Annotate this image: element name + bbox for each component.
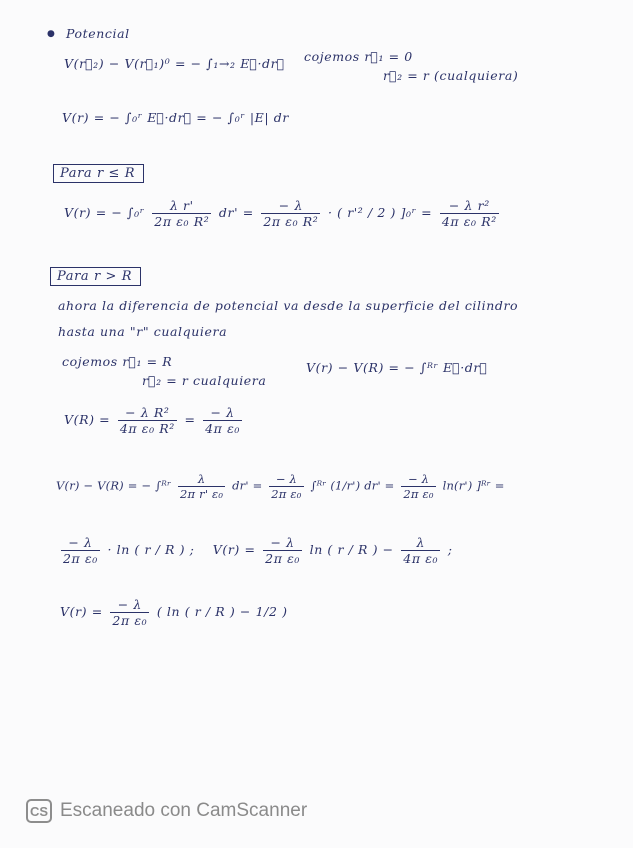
fraction: $\frac{- \lambda}{\text{2π ε₀}}$: [271, 472, 302, 501]
eq-outside-integral: V(r) − V(R) = − ∫ᴿʳ $\frac{\lambda}{\text{2π r' ε₀}}$ dr' = $\frac{- \lambda}{\text{2π ε₀}}$ ∫ᴿʳ (1/r') dr' = $\frac{- \lambda}{\text{2π ε₀}}$ ln(r') ]ᴿʳ =: [56, 472, 505, 501]
text-paragraph-line2: hasta una "r" cualquiera: [58, 324, 228, 339]
eq-potential-integral: V(r) = − ∫₀ʳ E⃗·dr⃗ = − ∫₀ʳ |E| dr: [62, 110, 289, 125]
case-box-outside: Para r > R: [50, 267, 141, 286]
camscanner-watermark: [26, 798, 307, 824]
watermark-text: Escaneado con CamScanner: [60, 800, 308, 821]
fraction: $\frac{- \lambda}{\text{2π ε₀}}$: [403, 472, 434, 501]
case-box-inside: Para r ≤ R: [53, 164, 144, 183]
fraction: $\frac{- \lambda}{\text{4π ε₀}}$: [205, 405, 240, 436]
text-paragraph-line1: ahora la diferencia de potencial va desde la superficie del cilindro: [58, 298, 519, 313]
fraction: $\frac{\text{− λ R²}}{\text{4π ε₀ R²}}$: [119, 405, 175, 436]
eq-choose-r1: cojemos r⃗₁ = 0: [304, 49, 413, 64]
fraction: $\frac{\text{λ r'}}{\text{2π ε₀ R²}}$: [154, 198, 210, 229]
eq-choose-r2-r: r⃗₂ = r cualquiera: [142, 373, 267, 388]
eq-inside-potential: V(r) = − ∫₀ʳ $\frac{\text{λ r'}}{\text{2π ε₀ R²}}$ dr' = $\frac{- \lambda}{\text{2π ε₀ R²}}$ · ( r'² / 2 ) ]₀ʳ = $\frac{\text{− λ r²}}{\text{4π ε₀ R²}}$: [64, 198, 497, 229]
fraction: $\frac{- \lambda}{\text{2π ε₀}}$: [265, 535, 301, 566]
fraction: $\frac{\text{− λ r²}}{\text{4π ε₀ R²}}$: [441, 198, 497, 229]
eq-outside-result: $\frac{- \lambda}{\text{2π ε₀}}$ · ln ( r / R ) ; V(r) = $\frac{- \lambda}{\text{2π ε₀}}$ ln ( r / R ) − $\frac{\lambda}{\text{4π ε₀}}$ ;: [63, 535, 453, 566]
eq-choose-r1-R: cojemos r⃗₁ = R: [62, 354, 173, 369]
bullet-icon: ●: [47, 29, 55, 39]
eq-choose-r2: r⃗₂ = r (cualquiera): [383, 68, 519, 83]
eq-final-potential: V(r) = $\frac{- \lambda}{\text{2π ε₀}}$ ( ln ( r / R ) − 1/2 ): [60, 597, 288, 628]
fraction: $\frac{- \lambda}{\text{2π ε₀}}$: [63, 535, 98, 566]
eq-potential-difference: V(r⃗₂) − V(r⃗₁)⁰ = − ∫₁→₂ E⃗·dr⃗: [64, 56, 285, 71]
fraction: $\frac{\lambda}{\text{4π ε₀}}$: [403, 535, 439, 566]
eq-potential-at-R: V(R) = $\frac{\text{− λ R²}}{\text{4π ε₀ R²}}$ = $\frac{- \lambda}{\text{4π ε₀}}$: [64, 405, 240, 436]
eq-outside-difference: V(r) − V(R) = − ∫ᴿʳ E⃗·dr⃗: [306, 360, 488, 375]
fraction: $\frac{- \lambda}{\text{2π ε₀ R²}}$: [263, 198, 319, 229]
camscanner-logo-icon: CS: [26, 799, 52, 823]
fraction: $\frac{- \lambda}{\text{2π ε₀}}$: [112, 597, 148, 628]
heading-potencial: Potencial: [66, 26, 130, 41]
fraction: $\frac{\lambda}{\text{2π r' ε₀}}$: [180, 472, 224, 501]
